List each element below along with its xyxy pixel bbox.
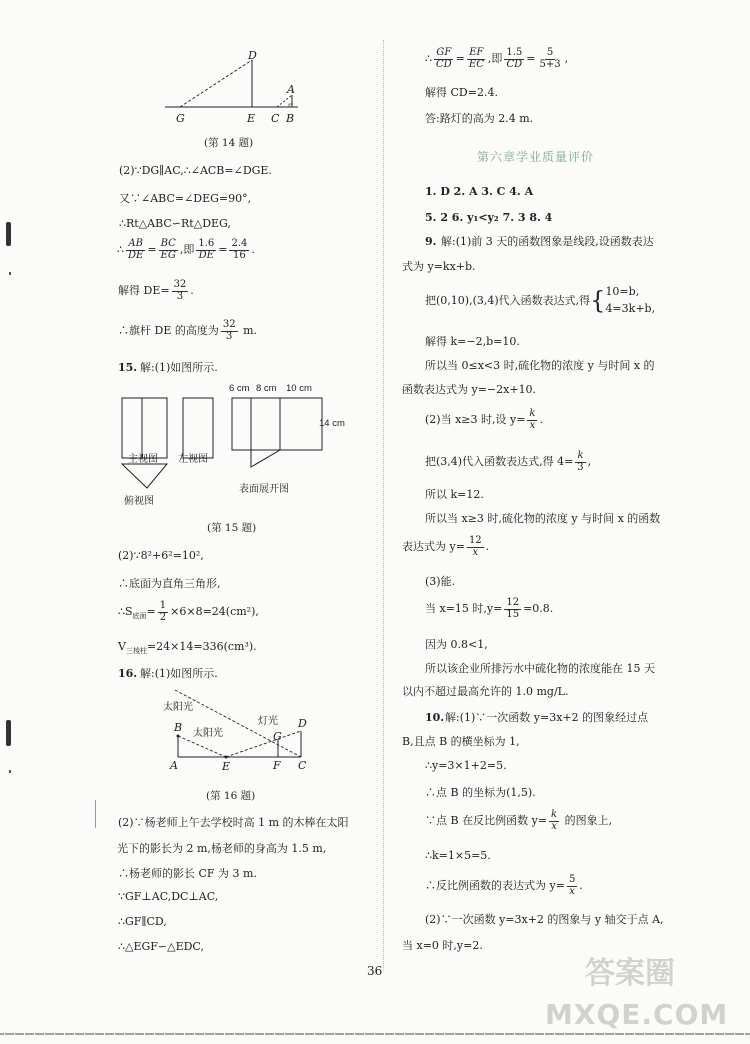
column-divider xyxy=(383,40,384,970)
right-line-9: (2)当 x≥3 时,设 y= $\frac{k}{x}$ . xyxy=(425,408,543,431)
bottom-ruler xyxy=(0,1030,750,1044)
q10-text: 解:(1)∵一次函数 y=3x+2 的图象经过点 xyxy=(445,711,649,724)
right-line-4: 式为 y=kx+b. xyxy=(402,260,476,273)
figure-15 xyxy=(115,385,345,495)
fig14-label-g: G xyxy=(176,112,185,125)
fig15-net-label: 表面展开图 xyxy=(239,484,289,495)
right-line-21: ∴点 B 的坐标为(1,5). xyxy=(425,786,536,799)
fig16-label-c: C xyxy=(298,759,307,772)
fig15-top-view-label: 俯视图 xyxy=(124,496,154,507)
fig14-label-a: A xyxy=(287,83,295,96)
fig14-label-b: B xyxy=(286,112,295,125)
left-line-11: (2)∵杨老师上午去学校时高 1 m 的木棒在太阳 xyxy=(118,816,349,829)
answers-line-1: 1. D 2. A 3. C 4. A xyxy=(425,185,534,198)
right-line-23: ∴k=1×5=5. xyxy=(425,849,491,862)
right-line-12: 所以当 x≥3 时,硫化物的浓度 y 与时间 x 的函数 xyxy=(425,512,661,525)
fig14-label-d: D xyxy=(248,49,257,62)
left-line-14: ∵GF⊥AC,DC⊥AC, xyxy=(118,890,219,903)
fig15-caption: (第 15 题) xyxy=(207,522,257,534)
right-line-25: (2)∵一次函数 y=3x+2 的图象与 y 轴交于点 A, xyxy=(425,913,664,926)
right-line-18: 以内不超过最高允许的 1.0 mg/L. xyxy=(402,685,569,698)
right-line-20: ∴y=3×1+2=5. xyxy=(425,759,507,772)
fig15-dim-10cm: 10 cm xyxy=(286,383,312,394)
left-line-7: (2)∵8²+6²=10², xyxy=(118,549,204,562)
left-line-9-area: $\therefore S_{底面}=$ $\frac{1}{2}$ ×6×8=24(cm²), xyxy=(118,600,259,623)
left-line-5-solve: 解得 DE= $\frac{32}{3}$ . xyxy=(118,279,194,302)
scan-mark-top xyxy=(6,222,11,246)
watermark-url: MXQE.COM xyxy=(545,998,729,1031)
fig16-label-f: F xyxy=(273,759,281,772)
scan-tick xyxy=(95,800,96,828)
right-line-16: 因为 0.8<1, xyxy=(425,638,488,651)
scan-mark-bottom xyxy=(6,720,11,746)
right-line-24: ∴反比例函数的表达式为 y= $\frac{5}{x}$ . xyxy=(425,874,583,897)
right-line-5-system: 把(0,10),(3,4)代入函数表达式,得{ 10=b, 4=3k+b, xyxy=(425,285,656,315)
left-line-10-volume: $V_{三棱柱}=24\times 14=336(cm^3)$. xyxy=(118,640,257,656)
left-line-12: 光下的影长为 2 m,杨老师的身高为 1.5 m, xyxy=(117,842,327,855)
right-line-6: 解得 k=−2,b=10. xyxy=(425,335,520,348)
right-line-7: 所以当 0≤x<3 时,硫化物的浓度 y 与时间 x 的 xyxy=(425,359,655,372)
right-line-13: 表达式为 y= $\frac{12}{x}$ . xyxy=(402,535,490,558)
right-line-8: 函数表达式为 y=−2x+10. xyxy=(402,383,537,396)
left-line-6-answer: ∴旗杆 DE 的高度为 $\frac{32}{3}$ m. xyxy=(118,319,258,342)
fig16-lamplight-label: 灯光 xyxy=(258,716,278,727)
q15-number: 15. xyxy=(118,361,138,374)
right-line-1-proportion: ∴ $\frac{GF}{CD}$ = $\frac{EF}{EC}$ ,即 $\frac{1.5}{CD}$ = $\frac{5}{5+3}$ , xyxy=(425,47,569,70)
page-number: 36 xyxy=(367,964,383,978)
fig16-sunlight-label-2: 太阳光 xyxy=(193,728,223,739)
fig14-label-c: C xyxy=(271,112,280,125)
right-line-15: 当 x=15 时,y= $\frac{12}{15}$ =0.8. xyxy=(425,597,554,620)
left-line-2: 又∵∠ABC=∠DEG=90°, xyxy=(119,192,252,205)
scan-dot-1 xyxy=(9,272,11,275)
left-line-15: ∴GF∥CD, xyxy=(118,915,167,928)
fig16-caption: (第 16 题) xyxy=(206,790,256,802)
answers-line-2: 5. 2 6. y₁<y₂ 7. 3 8. 4 xyxy=(425,211,553,224)
right-line-14: (3)能. xyxy=(425,575,456,588)
left-line-13: ∴杨老师的影长 CF 为 3 m. xyxy=(118,867,257,880)
fig16-label-d: D xyxy=(298,717,307,730)
fig15-front-view-label: 主视图 xyxy=(128,454,158,465)
fig14-caption: (第 14 题) xyxy=(204,137,254,149)
q15-text: 解:(1)如图所示. xyxy=(140,361,218,374)
q10-number: 10. xyxy=(425,711,445,724)
scan-dot-2 xyxy=(9,770,11,773)
q9-text: 解:(1)前 3 天的函数图象是线段,设函数表达 xyxy=(441,235,654,248)
fig16-sunlight-label-1: 太阳光 xyxy=(163,702,193,713)
right-line-11: 所以 k=12. xyxy=(425,488,484,501)
fig16-label-g: G xyxy=(273,730,282,743)
fig15-dim-6cm: 6 cm xyxy=(229,383,250,394)
fig16-label-a: A xyxy=(170,759,178,772)
left-line-16: ∴△EGF∽△EDC, xyxy=(118,940,204,953)
right-line-17: 所以该企业所排污水中硫化物的浓度能在 15 天 xyxy=(425,662,655,675)
q16-number: 16. xyxy=(118,667,138,680)
fig15-left-view-label: 左视图 xyxy=(178,454,208,465)
left-line-4-proportion: ∴ $\frac{AB}{DE}$ = $\frac{BC}{EG}$ ,即 $\frac{1.6}{DE}$ = $\frac{2.4}{16}$ . xyxy=(117,238,255,261)
right-line-3: 答:路灯的高为 2.4 m. xyxy=(425,112,534,125)
right-line-22: ∵点 B 在反比例函数 y= $\frac{k}{x}$ 的图象上, xyxy=(425,809,613,832)
fig15-dim-8cm: 8 cm xyxy=(256,383,277,394)
right-line-26: 当 x=0 时,y=2. xyxy=(402,939,483,952)
fig16-label-b: B xyxy=(174,721,183,734)
right-line-2: 解得 CD=2.4. xyxy=(425,86,498,99)
fig16-label-e: E xyxy=(222,760,231,773)
left-line-8: ∴底面为直角三角形, xyxy=(118,577,221,590)
section-title: 第六章学业质量评价 xyxy=(477,150,595,164)
left-line-3: ∴Rt△ABC∽Rt△DEG, xyxy=(119,217,231,230)
fig15-dim-14cm: 14 cm xyxy=(319,418,345,429)
watermark-logo-text: 答案圈 xyxy=(585,956,675,991)
q9-number: 9. xyxy=(425,235,437,248)
q16-text: 解:(1)如图所示. xyxy=(140,667,218,680)
right-line-19: B,且点 B 的横坐标为 1, xyxy=(402,735,520,748)
left-line-1: (2)∵DG∥AC,∴∠ACB=∠DGE. xyxy=(119,164,272,177)
right-line-10: 把(3,4)代入函数表达式,得 4= $\frac{k}{3}$ , xyxy=(425,450,592,473)
fig14-label-e: E xyxy=(247,112,256,125)
